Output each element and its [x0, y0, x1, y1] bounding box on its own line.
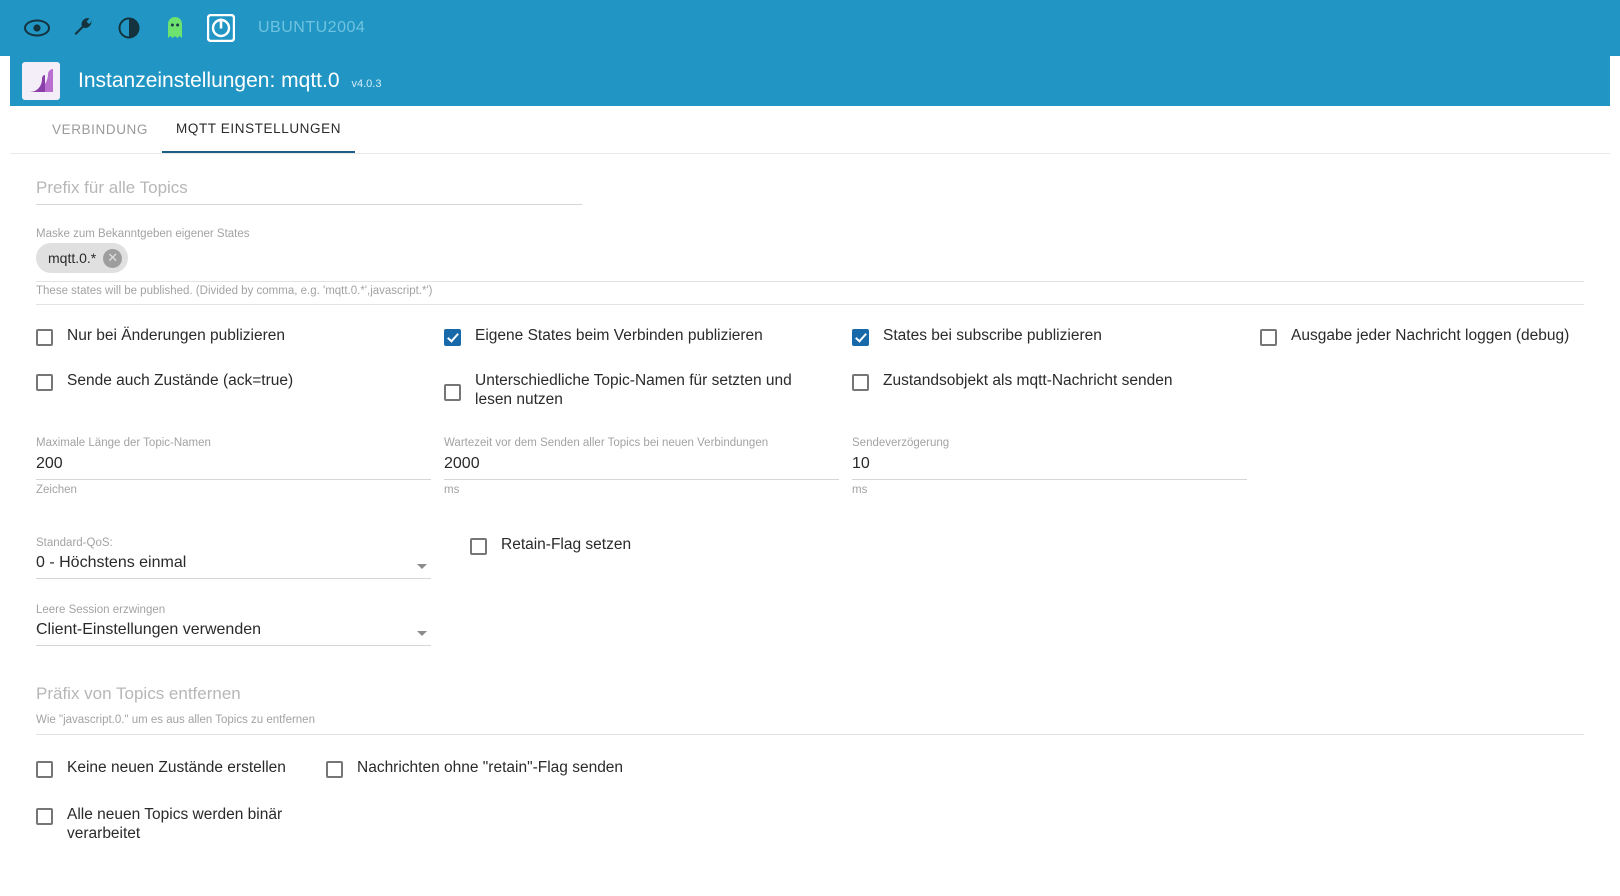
mask-label: Maske zum Bekanntgeben eigener States	[36, 228, 250, 240]
checkbox-set-retain-flag[interactable]	[470, 536, 631, 555]
app-page	[0, 56, 1620, 844]
checkbox-send-states-ack-true[interactable]	[36, 372, 444, 410]
wrench-icon[interactable]	[60, 5, 106, 51]
power-icon[interactable]	[198, 5, 244, 51]
checkbox-label: Keine neuen Zustände erstellen	[67, 759, 286, 777]
remove-prefix-field	[36, 682, 1584, 735]
checkbox-box[interactable]	[444, 384, 461, 401]
checkbox-label: Nur bei Änderungen publizieren	[67, 327, 286, 345]
tab-mqtt-einstellungen[interactable]: MQTT EINSTELLUNGEN	[162, 106, 355, 153]
select-label: Standard-QoS:	[36, 536, 113, 549]
checkbox-box[interactable]	[326, 761, 343, 778]
checkbox-label: Sende auch Zustände (ack=true)	[67, 372, 294, 390]
send-delay-input[interactable]	[852, 453, 1247, 480]
instance-header	[10, 56, 1610, 106]
version-label: v4.0.3	[351, 78, 382, 90]
checkbox-grid-row2	[36, 372, 1584, 410]
mask-chip[interactable]	[36, 243, 128, 273]
checkbox-label: Nachrichten ohne "retain"-Flag senden	[357, 759, 624, 777]
checkbox-different-topic-names[interactable]	[444, 372, 852, 410]
chevron-down-icon[interactable]	[417, 564, 427, 569]
checkbox-log-every-message-debug[interactable]	[1260, 327, 1584, 346]
wait-before-send-input[interactable]	[444, 453, 839, 480]
max-topic-length-input[interactable]	[36, 453, 431, 480]
chevron-down-icon[interactable]	[417, 631, 427, 636]
eye-icon[interactable]	[14, 5, 60, 51]
mask-helper: These states will be published. (Divided by comma, e.g. 'mqtt.0.*',javascript.*')	[36, 282, 1584, 305]
checkbox-label: Retain-Flag setzen	[501, 535, 632, 553]
checkbox-box[interactable]	[36, 761, 53, 778]
checkbox-box[interactable]	[852, 329, 869, 346]
checkbox-label: Zustandsobjekt als mqtt-Nachricht senden	[883, 372, 1173, 390]
os-topbar	[0, 0, 1620, 56]
checkbox-box[interactable]	[852, 374, 869, 391]
checkbox-box[interactable]	[36, 808, 53, 825]
field-label: Sendeverzögerung	[852, 437, 950, 450]
field-suffix: Zeichen	[36, 483, 77, 496]
checkbox-box[interactable]	[36, 329, 53, 346]
checkbox-grid-row1	[36, 327, 1584, 346]
tab-bar	[10, 106, 1610, 154]
mask-field	[36, 227, 1584, 305]
checkbox-box[interactable]	[1260, 329, 1277, 346]
checkbox-box[interactable]	[444, 329, 461, 346]
numeric-fields-row	[36, 436, 1584, 495]
checkbox-publish-on-change[interactable]	[36, 327, 444, 346]
qos-section	[36, 518, 1584, 647]
tab-verbindung[interactable]: VERBINDUNG	[52, 122, 149, 137]
checkbox-binary-topics[interactable]	[36, 806, 326, 844]
bottom-checkbox-grid	[36, 759, 1584, 844]
checkbox-box[interactable]	[36, 374, 53, 391]
select-label: Leere Session erzwingen	[36, 603, 166, 616]
remove-prefix-input[interactable]	[36, 682, 1584, 710]
field-max-topic-length	[36, 436, 431, 495]
select-value[interactable]: Client-Einstellungen verwenden	[36, 619, 431, 646]
prefix-input[interactable]	[36, 176, 582, 205]
mask-chip-label: mqtt.0.*	[48, 250, 97, 267]
close-icon[interactable]: ✕	[103, 249, 122, 268]
checkbox-send-state-object[interactable]	[852, 372, 1260, 410]
mqtt-logo-icon	[22, 62, 60, 100]
checkbox-label: Alle neuen Topics werden binär verarbeitet	[67, 806, 283, 843]
window-title: UBUNTU2004	[258, 19, 366, 36]
contrast-icon[interactable]	[106, 5, 152, 51]
select-value[interactable]: 0 - Höchstens einmal	[36, 552, 431, 579]
field-send-delay	[852, 436, 1247, 495]
select-default-qos[interactable]	[36, 536, 431, 579]
ghost-icon[interactable]	[152, 5, 198, 51]
checkbox-publish-own-states-on-connect[interactable]	[444, 327, 852, 346]
checkbox-label: Unterschiedliche Topic-Namen für setzten und lesen nutzen	[475, 372, 792, 409]
field-wait-before-send	[444, 436, 839, 495]
remove-prefix-helper: Wie "javascript.0." um es aus allen Topics zu entfernen	[36, 710, 1584, 735]
checkbox-send-without-retain[interactable]	[326, 759, 1584, 778]
checkbox-label: Ausgabe jeder Nachricht loggen (debug)	[1291, 327, 1570, 345]
select-force-clean-session[interactable]	[36, 603, 431, 646]
checkbox-box[interactable]	[470, 538, 487, 555]
field-label: Wartezeit vor dem Senden aller Topics bei neuen Verbindungen	[444, 437, 769, 450]
checkbox-label: States bei subscribe publizieren	[883, 327, 1102, 345]
field-label: Maximale Länge der Topic-Namen	[36, 437, 211, 450]
page-title: Instanzeinstellungen: mqtt.0	[78, 69, 340, 92]
field-suffix: ms	[852, 483, 868, 496]
checkbox-publish-states-on-subscribe[interactable]	[852, 327, 1260, 346]
prefix-field	[36, 176, 582, 205]
field-suffix: ms	[444, 483, 460, 496]
checkbox-label: Eigene States beim Verbinden publizieren	[475, 327, 763, 345]
mask-chip-row[interactable]	[36, 243, 1584, 282]
checkbox-no-new-states[interactable]	[36, 759, 326, 778]
settings-content	[10, 154, 1610, 844]
